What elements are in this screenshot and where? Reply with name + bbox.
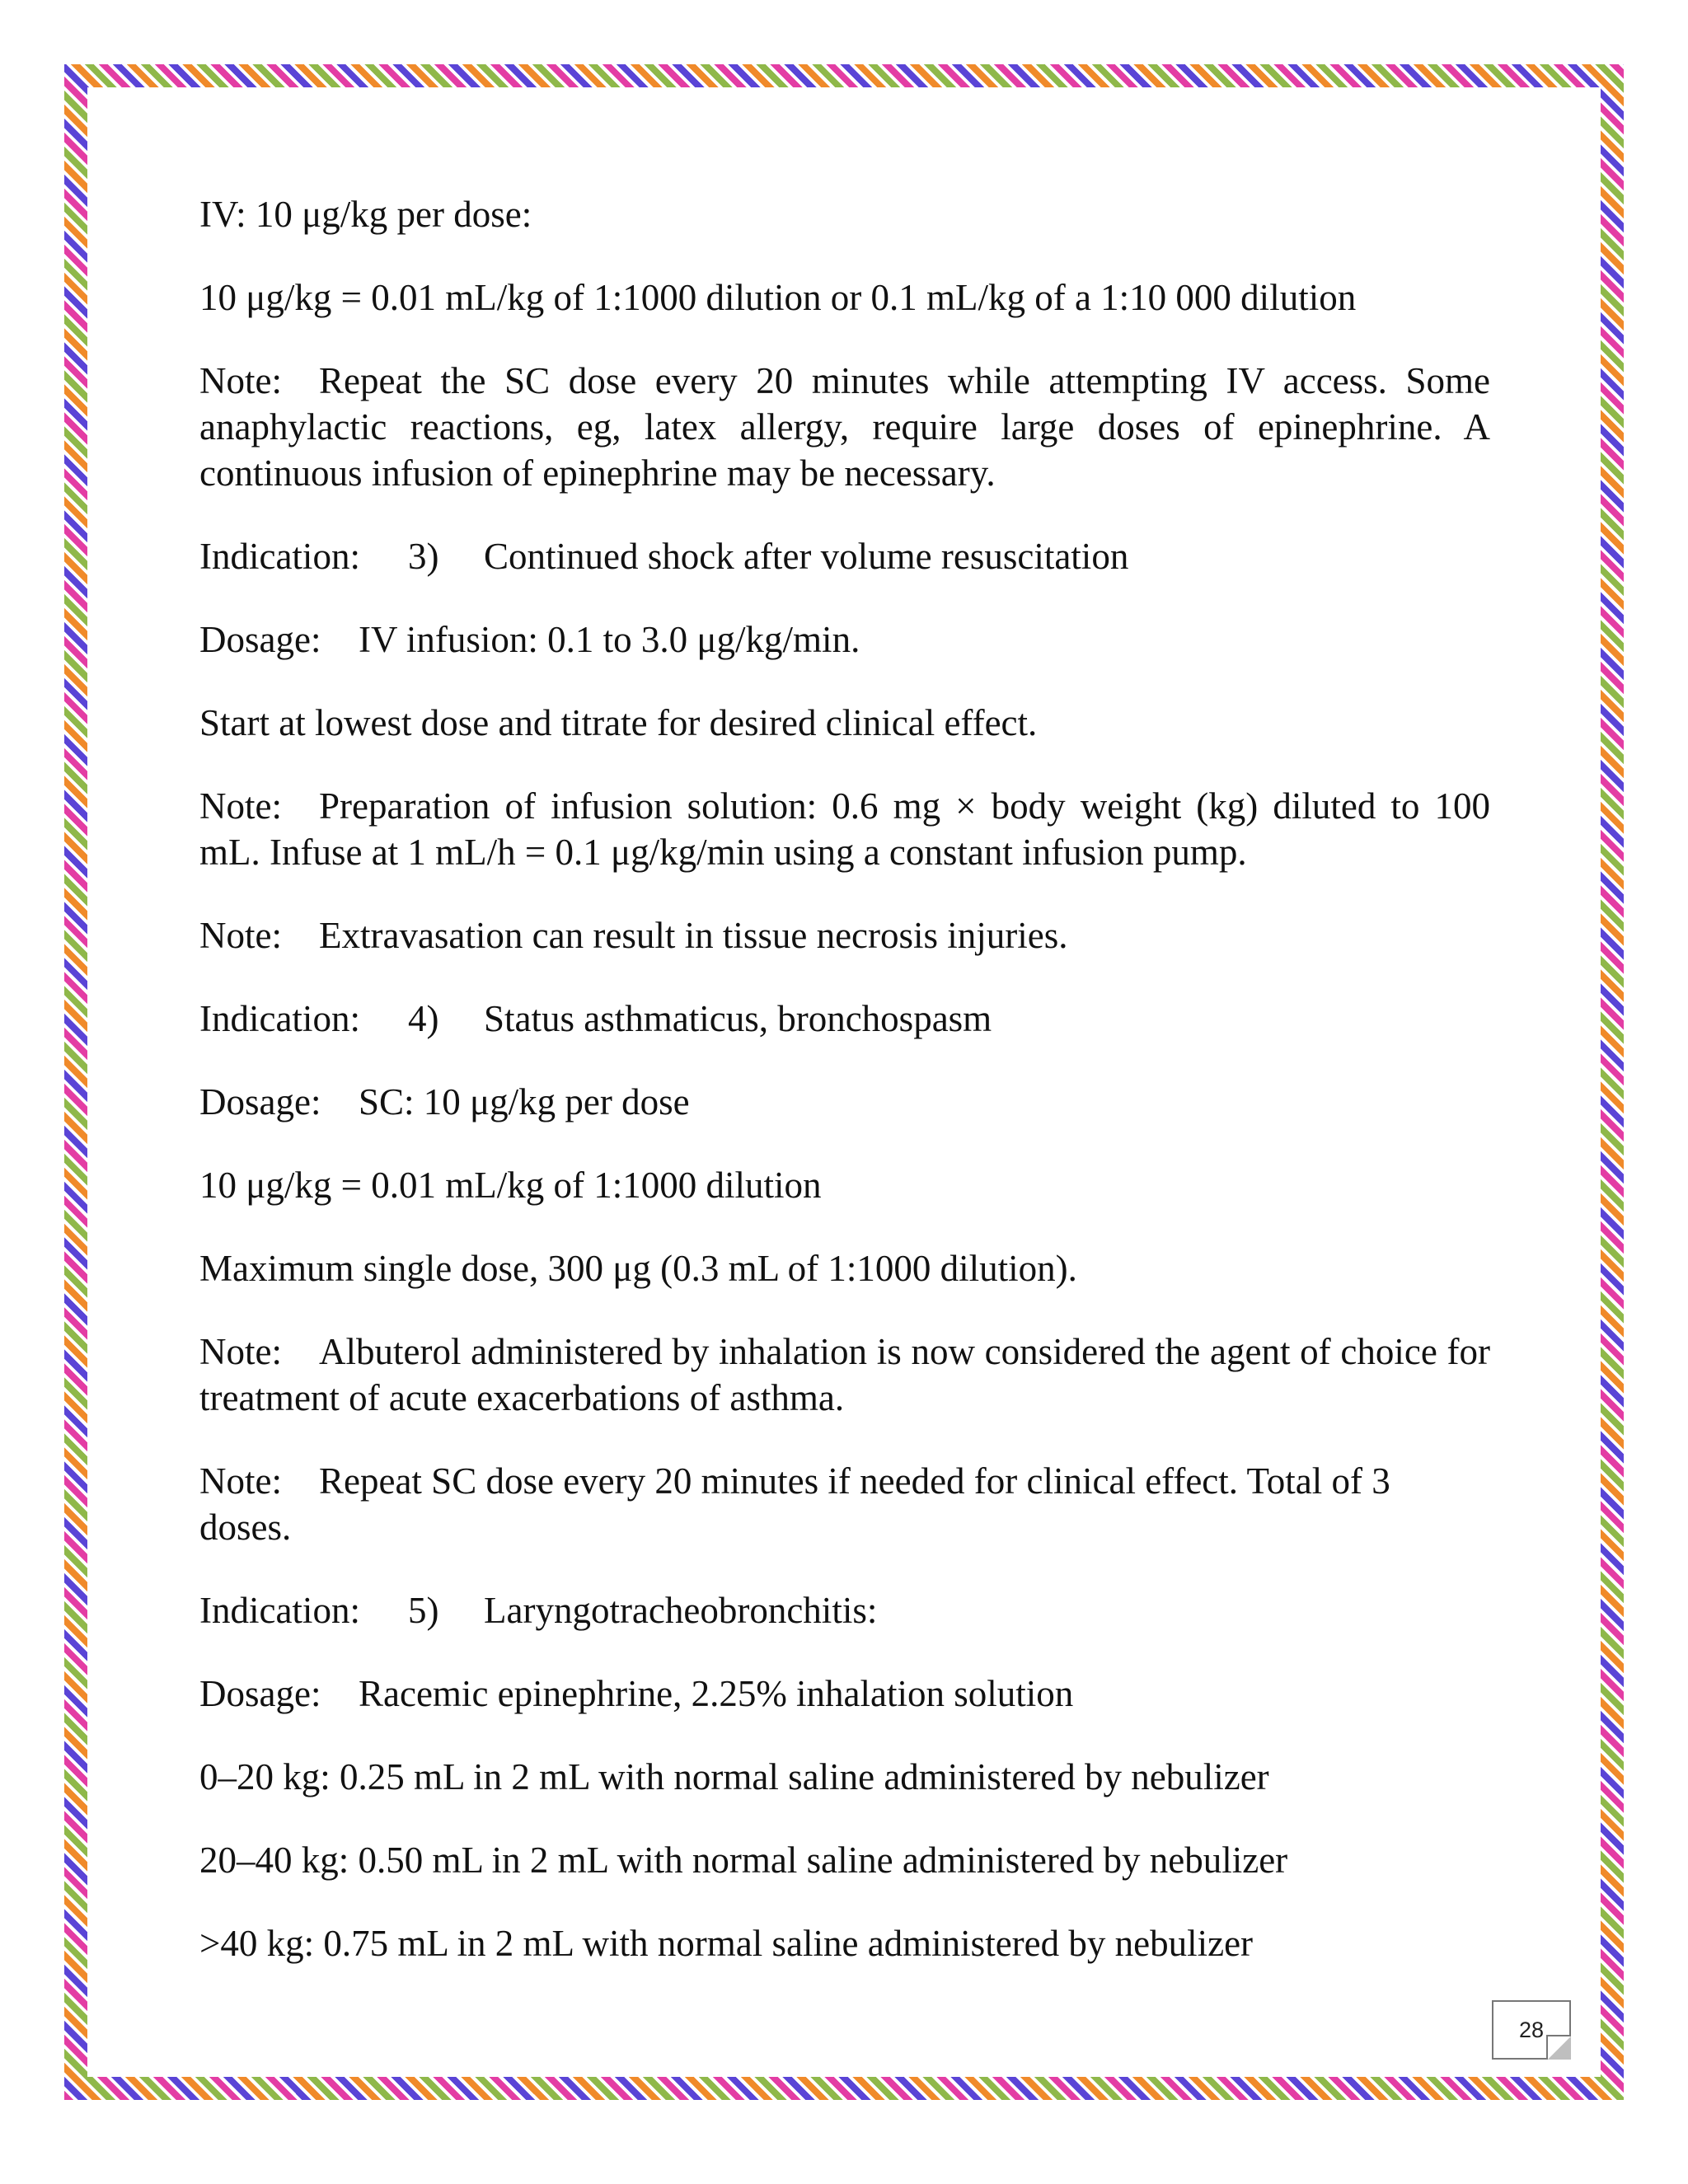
note-repeat-sc-20-min [199,1458,1490,1550]
indication-number: 5) [408,1590,439,1631]
iv-dilution-line: 10 μg/kg = 0.01 mL/kg of 1:1000 dilution or 0.1 mL/kg of a 1:10 000 dilution [199,277,1357,318]
page-fold-icon [1546,2035,1571,2060]
note-text: Preparation of infusion solution: 0.6 mg × body weight (kg) diluted to 100 mL. Infuse at 1 mL/h = 0.1 μg/kg/min using a constant infusion pump. [199,785,1490,873]
indication-label: Indication: [199,1590,360,1631]
dosage-sc [199,1079,1490,1125]
weight-band-0-20: 0–20 kg: 0.25 mL in 2 mL with normal saline administered by nebulizer [199,1756,1269,1797]
dosage-text: Racemic epinephrine, 2.25% inhalation solution [359,1673,1074,1714]
note-extravasation [199,912,1490,958]
dosage-text: IV infusion: 0.1 to 3.0 μg/kg/min. [359,619,860,660]
dosage-label: Dosage: [199,619,321,660]
indication-number: 4) [408,998,439,1039]
note-text: Extravasation can result in tissue necrosis injuries. [319,915,1068,956]
indication-label: Indication: [199,998,360,1039]
note-albuterol [199,1329,1490,1421]
note-text: Repeat SC dose every 20 minutes if needed for clinical effect. Total of 3 doses. [199,1460,1390,1548]
indication-text: Laryngotracheobronchitis: [484,1590,878,1631]
weight-band-20-40: 20–40 kg: 0.50 mL in 2 mL with normal saline administered by nebulizer [199,1840,1288,1881]
note-infusion-preparation [199,783,1490,875]
dosage-text: SC: 10 μg/kg per dose [359,1081,690,1122]
sc-dilution-line: 10 μg/kg = 0.01 mL/kg of 1:1000 dilution [199,1165,822,1206]
indication-number: 3) [408,536,439,577]
document-body [199,191,1490,2004]
note-text: Repeat the SC dose every 20 minutes while attempting IV access. Some anaphylactic reactions, eg, latex allergy, require large doses of epinephrine. A continuous infusion of epinephrine may be necessary. [199,360,1490,494]
indication-text: Status asthmaticus, bronchospasm [484,998,992,1039]
dosage-label: Dosage: [199,1081,321,1122]
note-label: Note: [199,785,282,827]
page-number-badge [1492,2000,1571,2060]
dosage-label: Dosage: [199,1673,321,1714]
indication-5 [199,1587,1490,1633]
indication-label: Indication: [199,536,360,577]
page-number: 28 [1518,2017,1545,2042]
titrate-line: Start at lowest dose and titrate for desired clinical effect. [199,702,1038,743]
weight-band-over-40: >40 kg: 0.75 mL in 2 mL with normal saline administered by nebulizer [199,1923,1254,1964]
indication-4 [199,996,1490,1042]
note-label: Note: [199,1460,282,1502]
indication-text: Continued shock after volume resuscitation [484,536,1129,577]
dosage-racemic-epinephrine [199,1671,1490,1717]
note-label: Note: [199,360,282,401]
dosage-iv-infusion [199,616,1490,663]
max-single-dose-line: Maximum single dose, 300 μg (0.3 mL of 1:1000 dilution). [199,1248,1077,1289]
note-repeat-sc-dose [199,358,1490,496]
note-label: Note: [199,915,282,956]
indication-3 [199,533,1490,579]
iv-dose-line: IV: 10 μg/kg per dose: [199,194,532,235]
note-text: Albuterol administered by inhalation is now considered the agent of choice for treatment of acute exacerbations of asthma. [199,1331,1490,1418]
note-label: Note: [199,1331,282,1372]
